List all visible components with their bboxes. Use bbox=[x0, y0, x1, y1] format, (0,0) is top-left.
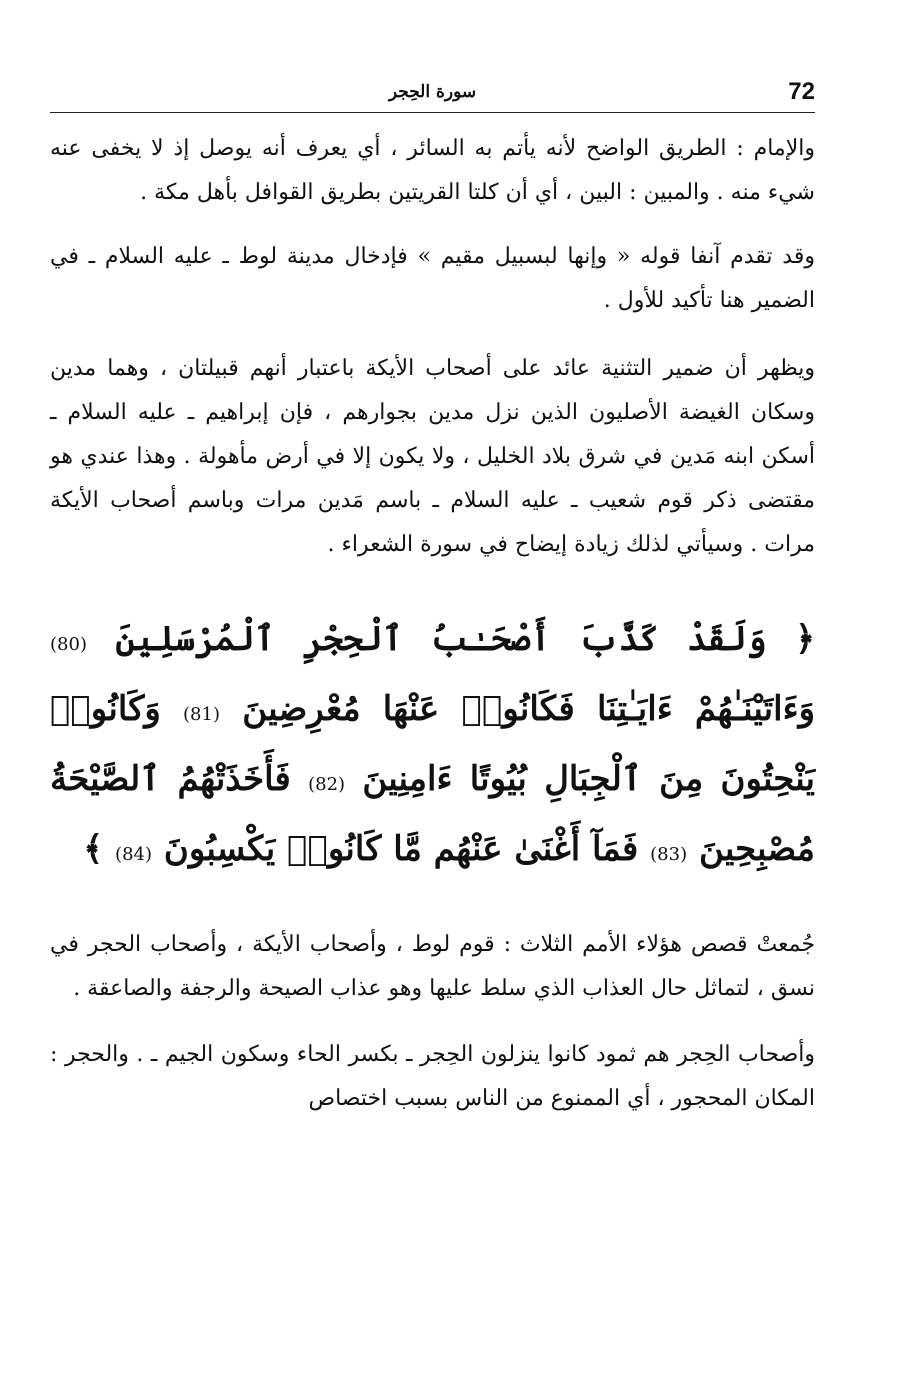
verse-81-text: وَءَاتَيْنَـٰهُمْ ءَايَـٰتِنَا فَكَانُوا۟ عَنْهَا مُعْرِضِينَ bbox=[242, 689, 815, 729]
paragraph-hijr-people: وأصحاب الحِجر هم ثمود كانوا ينزلون الحِجر ـ بكسر الحاء وسكون الجيم ـ . والحجر : المكان المحجور ، أي الممنوع من الناس بسبب اختصاص bbox=[50, 1042, 815, 1111]
verse-83-number: (83) bbox=[650, 844, 688, 865]
paragraph-imam-definition: والإمام : الطريق الواضح لأنه يأتم به السائر ، أي يعرف أنه يوصل إذ لا يخفى عنه شيء منه . والمبين : البين ، أي أن كلتا القريتين بطريق القوافل بأهل مكة . bbox=[50, 136, 815, 205]
paragraph-three-nations: جُمعتْ قصص هؤلاء الأمم الثلاث : قوم لوط ، وأصحاب الأيكة ، وأصحاب الحجر في نسق ، لتماثل حال العذاب الذي سلط عليها وهو عذاب الصيحة والرجفة والصاعقة . bbox=[50, 932, 815, 1001]
quran-verse-block bbox=[50, 607, 815, 887]
verse-80-text: وَلَقَدْ كَذَّبَ أَصْحَـٰبُ ٱلْحِجْرِ ٱلْمُرْسَلِينَ bbox=[115, 619, 767, 659]
verse-80-number: (80) bbox=[50, 634, 87, 655]
page-number: 72 bbox=[788, 78, 815, 105]
verse-84-number: (84) bbox=[115, 844, 152, 865]
paragraph-dual-pronoun: ويظهر أن ضمير التثنية عائد على أصحاب الأيكة باعتبار أنهم قبيلتان ، وهما مدين وسكان الغيضة الأصليون الذين نزل مدين بجوارهم ، فإن إبراهيم ـ عليه السلام ـ أسكن ابنه مَدين في شرق بلاد الخليل ، ولا يكون إلا في أرض مأهولة . وهذا عندي هو مقتضى ذكر قوم شعيب ـ عليه السلام ـ باسم مَدين مرات وباسم أصحاب الأيكة مرات . وسيأتي لذلك زيادة إيضاح في سورة الشعراء . bbox=[50, 356, 816, 557]
surah-title: سورة الحِجر bbox=[388, 82, 477, 102]
verse-close-bracket: ﴾ bbox=[83, 829, 104, 869]
verse-84-text: فَمَآ أَغْنَىٰ عَنْهُم مَّا كَانُوا۟ يَكْسِبُونَ bbox=[163, 829, 639, 869]
verse-82-number: (82) bbox=[308, 774, 346, 795]
verse-81-number: (81) bbox=[183, 704, 220, 725]
verse-open-bracket: ﴿ bbox=[795, 619, 815, 659]
paragraph-lut-city: وقد تقدم آنفا قوله « وإنها لبسبيل مقيم » فإدخال مدينة لوط ـ عليه السلام ـ في الضمير هنا تأكيد للأول . bbox=[50, 244, 815, 313]
book-page bbox=[50, 78, 815, 1121]
verse-83-text: فَأَخَذَتْهُمُ ٱلصَّيْحَةُ مُصْبِحِينَ bbox=[50, 759, 815, 869]
page-header bbox=[50, 78, 815, 113]
verse-82-text: وَكَانُوا۟ يَنْحِتُونَ مِنَ ٱلْجِبَالِ بُيُوتًا ءَامِنِينَ bbox=[50, 689, 815, 799]
